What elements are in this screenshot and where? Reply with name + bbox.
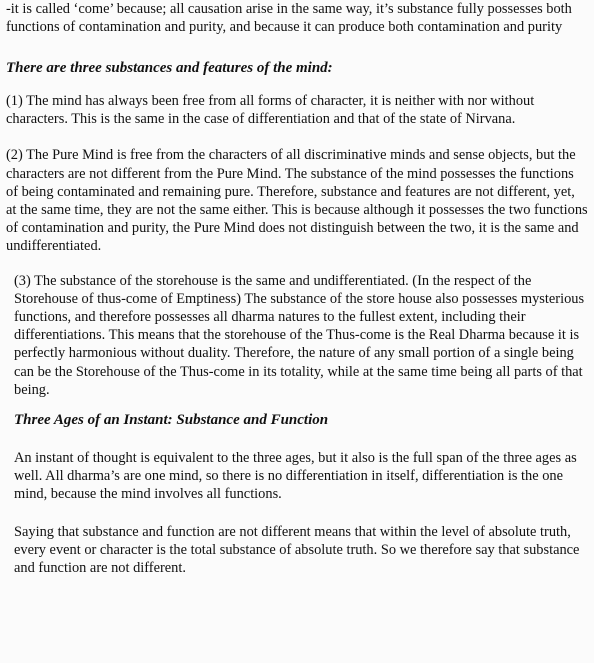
instant-paragraph: An instant of thought is equivalent to the three ages, but it also is the full span of the three ages as well. All dharma’s are one mind, so there is no differentiation in itself, differentiation is the one mind, because the mind involves all functions. xyxy=(14,449,577,502)
point-3-paragraph: (3) The substance of the storehouse is the same and undifferentiated. (In the respect of the Storehouse of thus-come of Emptiness) The substance of the store house also possesses mysterious functions, and therefore possesses all dharma natures to the fullest extent, including their differentiations. This means that the storehouse of the Thus-come is the Real Dharma because it is perfectly harmonious without duality. Therefore, the nature of any small portion of a single being can be the Storehouse of the Thus-come in its totality, while at the same time being all parts of that being. xyxy=(14,273,585,398)
point-1-paragraph: (1) The mind has always been free from all forms of character, it is neither with nor without characters. This is the same in the case of differentiation and that of the state of Nirvana. xyxy=(6,93,535,128)
intro-paragraph: -it is called ‘come’ because; all causation arise in the same way, it’s substance fully possesses both functions of contamination and purity, and because it can produce both contamination and purity xyxy=(6,1,572,36)
heading-three-substances: There are three substances and features of the mind: xyxy=(6,60,333,77)
point-2-paragraph: (2) The Pure Mind is free from the characters of all discriminative minds and sense objects, but the characters are not different from the Pure Mind. The substance of the mind possesses the functions of being contaminated and remaining pure. Therefore, substance and features are not different, yet, at the same time, they are not the same either. This is because although it possesses the two functions of contamination and purity, the Pure Mind does not distinguish between the two, it is the same and undifferentiated. xyxy=(6,147,588,254)
heading-three-ages: Three Ages of an Instant: Substance and Function xyxy=(14,411,329,428)
substance-function-paragraph: Saying that substance and function are not different means that within the level of absolute truth, every event or character is the total substance of absolute truth. So we therefore say that substance and function are not different. xyxy=(14,524,580,577)
